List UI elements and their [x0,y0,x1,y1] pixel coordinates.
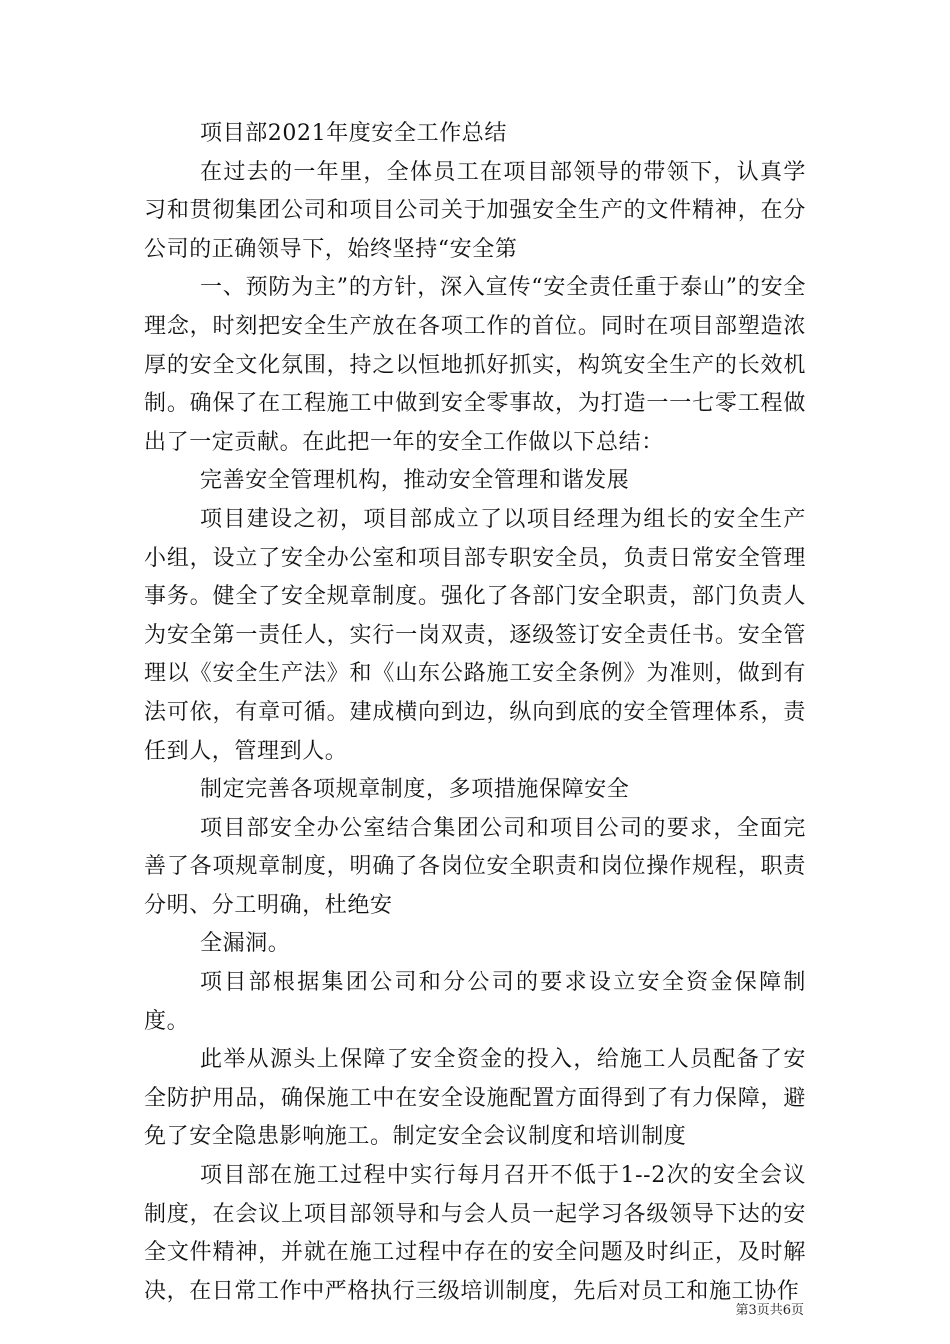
section-heading-1: 完善安全管理机构，推动安全管理和谐发展 [200,468,630,494]
paragraph-6: 项目部根据集团公司和分公司的要求设立安全资金保障制度。 [144,970,806,1034]
paragraph-3: 项目建设之初，项目部成立了以项目经理为组长的安全生产小组，设立了安全办公室和项目部专职安全员，负责日常安全管理事务。健全了安全规章制度。强化了各部门安全职责，部门负责人为安全第一责任人，实行一岗双责，逐级签订安全责任书。安全管理以《安全生产法》和《山东公路施工安全条例》为准则，做到有法可依，有章可循。建成横向到边，纵向到底的安全管理体系，责任到人，管理到人。 [144,506,806,764]
document-body [144,115,806,1311]
page-number: 第3页共6页 [735,1303,804,1318]
document-title: 项目部2021年度安全工作总结 [200,121,507,146]
paragraph-7: 此举从源头上保障了安全资金的投入，给施工人员配备了安全防护用品，确保施工中在安全设施配置方面得到了有力保障，避免了安全隐患影响施工。制定安全会议制度和培训制度 [144,1047,806,1150]
paragraph-1: 在过去的一年里，全体员工在项目部领导的带领下，认真学习和贯彻集团公司和项目公司关于加强安全生产的文件精神，在分公司的正确领导下，始终坚持“安全第 [144,159,806,262]
paragraph-8: 项目部在施工过程中实行每月召开不低于1--2次的安全会议制度，在会议上项目部领导和与会人员一起学习各级领导下达的安全文件精神，并就在施工过程中存在的安全问题及时纠正，及时解决，在日常工作中严格执行三级培训制度，先后对员工和施工协作 [144,1163,806,1304]
paragraph-5: 全漏洞。 [200,931,291,957]
paragraph-2: 一、预防为主”的方针，深入宣传“安全责任重于泰山”的安全理念，时刻把安全生产放在各项工作的首位。同时在项目部塑造浓厚的安全文化氛围，持之以恒地抓好抓实，构筑安全生产的长效机制。确保了在工程施工中做到安全零事故，为打造一一七零工程做出了一定贡献。在此把一年的安全工作做以下总结： [144,275,806,455]
paragraph-4: 项目部安全办公室结合集团公司和项目公司的要求，全面完善了各项规章制度，明确了各岗位安全职责和岗位操作规程，职责分明、分工明确，杜绝安 [144,815,806,918]
section-heading-2: 制定完善各项规章制度，多项措施保障安全 [200,777,630,803]
